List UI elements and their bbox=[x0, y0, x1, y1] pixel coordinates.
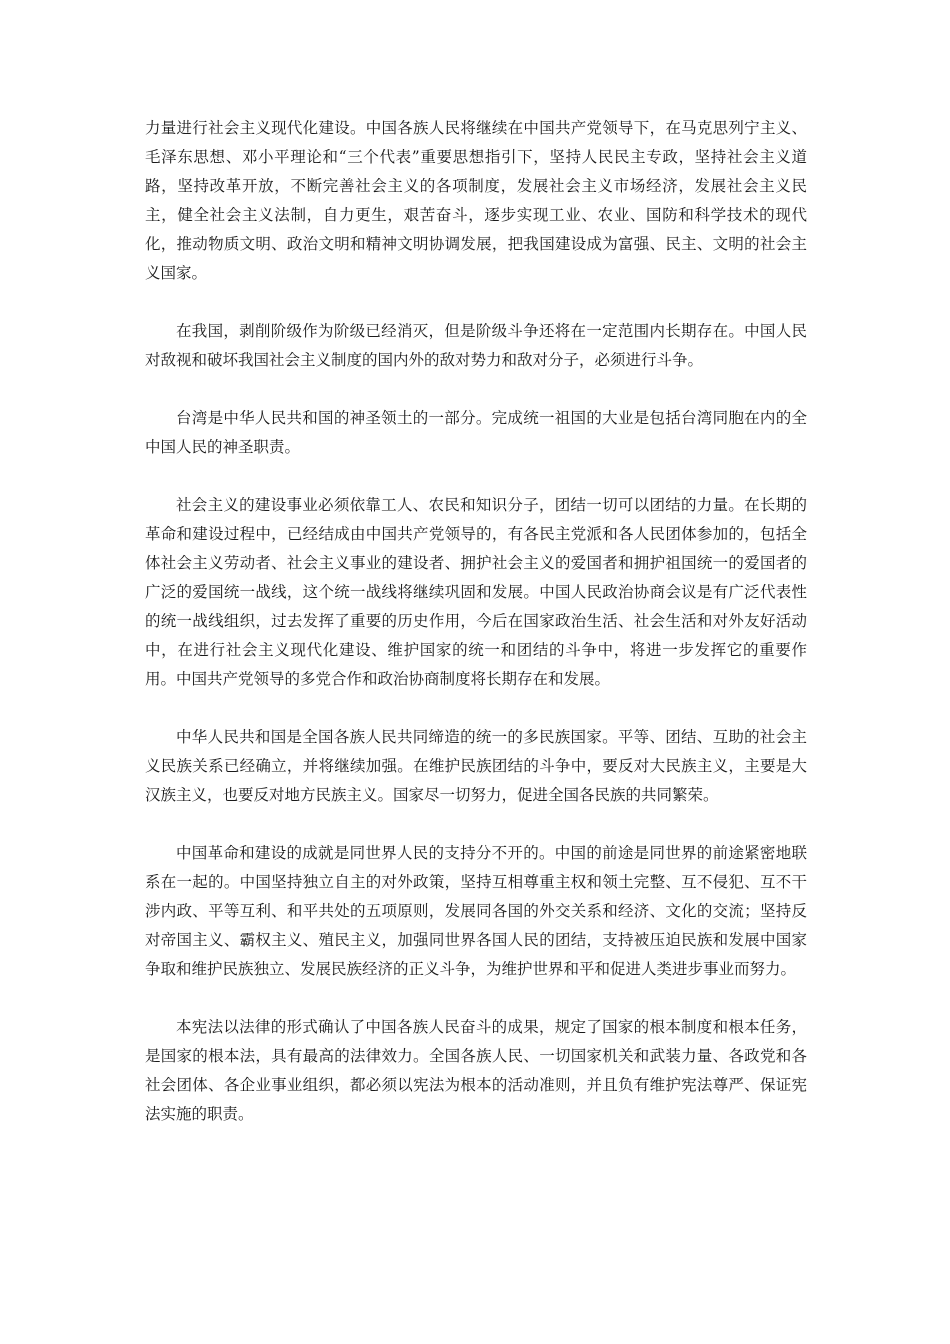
paragraph-taiwan: 台湾是中华人民共和国的神圣领土的一部分。完成统一祖国的大业是包括台湾同胞在内的全中国人民的神圣职责。 bbox=[145, 409, 807, 456]
document-body bbox=[145, 114, 807, 1129]
paragraph-ethnic-unity: 中华人民共和国是全国各族人民共同缔造的统一的多民族国家。平等、团结、互助的社会主义民族关系已经确立，并将继续加强。在维护民族团结的斗争中，要反对大民族主义，主要是大汉族主义，也要反对地方民族主义。国家尽一切努力，促进全国各民族的共同繁荣。 bbox=[145, 728, 807, 804]
paragraph-foreign-policy: 中国革命和建设的成就是同世界人民的支持分不开的。中国的前途是同世界的前途紧密地联系在一起的。中国坚持独立自主的对外政策，坚持互相尊重主权和领土完整、互不侵犯、互不干涉内政、平等互利、和平共处的五项原则，发展同各国的外交关系和经济、文化的交流；坚持反对帝国主义、霸权主义、殖民主义，加强同世界各国人民的团结，支持被压迫民族和发展中国家争取和维护民族独立、发展民族经济的正义斗争，为维护世界和平和促进人类进步事业而努力。 bbox=[145, 844, 807, 978]
paragraph-class-struggle: 在我国，剥削阶级作为阶级已经消灭，但是阶级斗争还将在一定范围内长期存在。中国人民对敌视和破坏我国社会主义制度的国内外的敌对势力和敌对分子，必须进行斗争。 bbox=[145, 322, 807, 369]
paragraph-continuation: 力量进行社会主义现代化建设。中国各族人民将继续在中国共产党领导下，在马克思列宁主义、毛泽东思想、邓小平理论和“三个代表”重要思想指引下，坚持人民民主专政，坚持社会主义道路，坚持改革开放，不断完善社会主义的各项制度，发展社会主义市场经济，发展社会主义民主，健全社会主义法制，自力更生，艰苦奋斗，逐步实现工业、农业、国防和科学技术的现代化，推动物质文明、政治文明和精神文明协调发展，把我国建设成为富强、民主、文明的社会主义国家。 bbox=[145, 119, 807, 282]
paragraph-constitution-authority: 本宪法以法律的形式确认了中国各族人民奋斗的成果，规定了国家的根本制度和根本任务，是国家的根本法，具有最高的法律效力。全国各族人民、一切国家机关和武装力量、各政党和各社会团体、各企业事业组织，都必须以宪法为根本的活动准则，并且负有维护宪法尊严、保证宪法实施的职责。 bbox=[145, 1018, 807, 1123]
paragraph-united-front: 社会主义的建设事业必须依靠工人、农民和知识分子，团结一切可以团结的力量。在长期的革命和建设过程中，已经结成由中国共产党领导的，有各民主党派和各人民团体参加的，包括全体社会主义劳动者、社会主义事业的建设者、拥护社会主义的爱国者和拥护祖国统一的爱国者的广泛的爱国统一战线，这个统一战线将继续巩固和发展。中国人民政治协商会议是有广泛代表性的统一战线组织，过去发挥了重要的历史作用，今后在国家政治生活、社会生活和对外友好活动中，在进行社会主义现代化建设、维护国家的统一和团结的斗争中，将进一步发挥它的重要作用。中国共产党领导的多党合作和政治协商制度将长期存在和发展。 bbox=[145, 496, 807, 688]
